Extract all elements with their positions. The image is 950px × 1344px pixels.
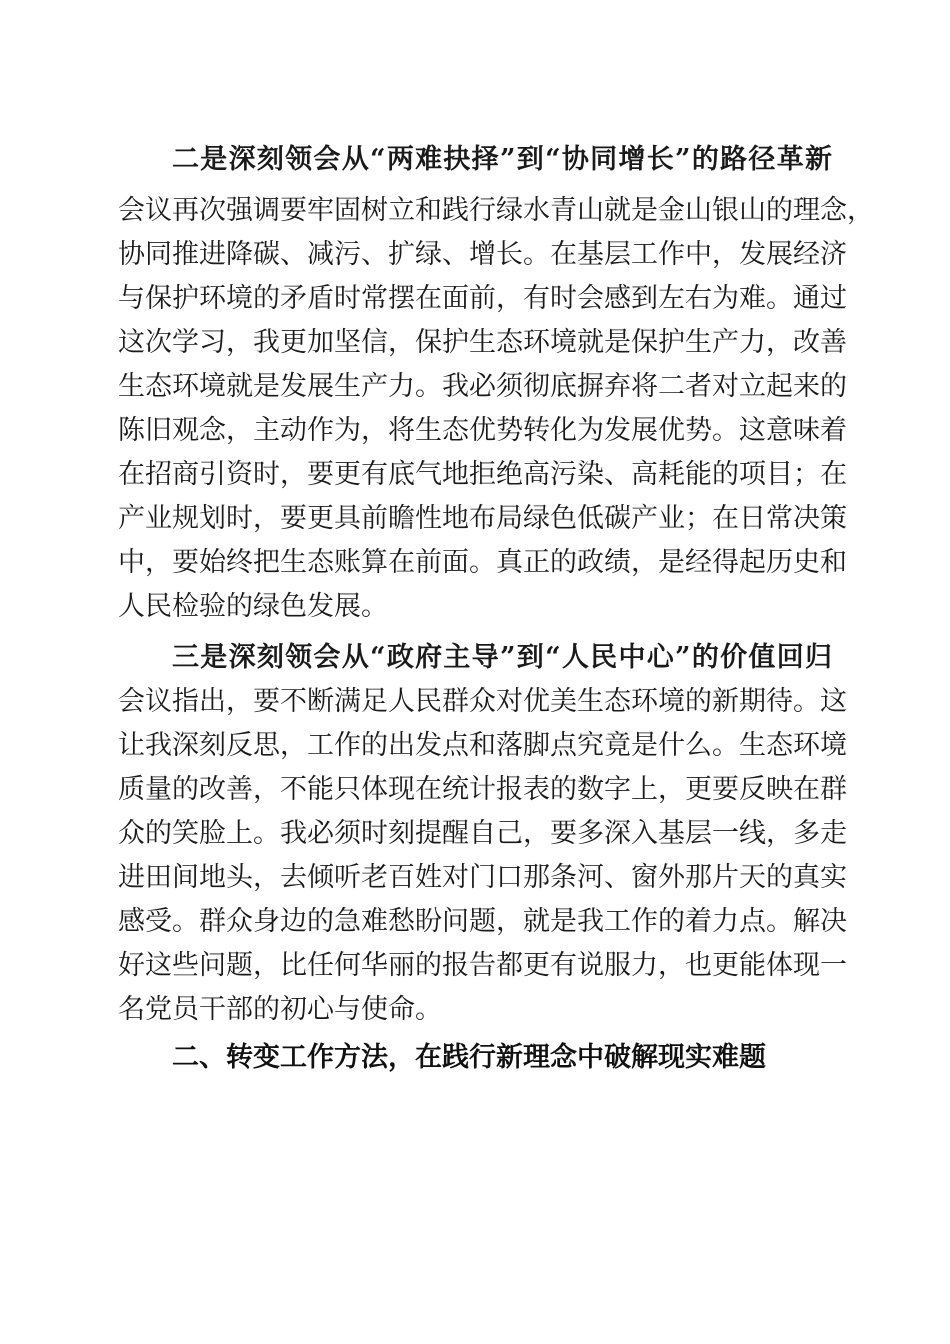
paragraph-1-line-11: 人民检验的绿色发展。 xyxy=(118,591,388,622)
paragraph-1-line-7: 陈旧观念，主动作为，将生态优势转化为发展优势。这意味着 xyxy=(118,415,847,446)
paragraph-2-line-3: 让我深刻反思，工作的出发点和落脚点究竟是什么。生态环境 xyxy=(118,730,847,761)
paragraph-1-line-6: 生态环境就是发展生产力。我必须彻底摒弃将二者对立起来的 xyxy=(118,371,847,402)
paragraph-1-line-3: 协同推进降碳、减污、扩绿、增长。在基层工作中，发展经济 xyxy=(118,239,847,270)
paragraph-2-line-9: 名党员干部的初心与使命。 xyxy=(118,994,442,1025)
paragraph-1-line-9: 产业规划时，要更具前瞻性地布局绿色低碳产业；在日常决策 xyxy=(118,503,847,534)
paragraph-1-line-10: 中，要始终把生态账算在前面。真正的政绩，是经得起历史和 xyxy=(118,547,847,578)
paragraph-2-line-2: 会议指出，要不断满足人民群众对优美生态环境的新期待。这 xyxy=(118,686,847,717)
paragraph-2-line-5: 众的笑脸上。我必须时刻提醒自己，要多深入基层一线，多走 xyxy=(118,818,847,849)
paragraph-1-line-8: 在招商引资时，要更有底气地拒绝高污染、高耗能的项目；在 xyxy=(118,459,847,490)
paragraph-1-line-5: 这次学习，我更加坚信，保护生态环境就是保护生产力，改善 xyxy=(118,327,847,358)
paragraph-1-line-4: 与保护环境的矛盾时常摆在面前，有时会感到左右为难。通过 xyxy=(118,283,847,314)
paragraph-1-line-1: 二是深刻领会从“两难抉择”到“协同增长”的路径革新 xyxy=(172,144,832,175)
section-heading: 二、转变工作方法，在践行新理念中破解现实难题 xyxy=(172,1042,766,1073)
paragraph-2-line-8: 好这些问题，比任何华丽的报告都更有说服力，也更能体现一 xyxy=(118,950,847,981)
paragraph-2-line-7: 感受。群众身边的急难愁盼问题，就是我工作的着力点。解决 xyxy=(118,906,847,937)
paragraph-2-line-4: 质量的改善，不能只体现在统计报表的数字上，更要反映在群 xyxy=(118,774,847,805)
paragraph-2-line-6: 进田间地头，去倾听老百姓对门口那条河、窗外那片天的真实 xyxy=(118,862,847,893)
paragraph-2-line-1: 三是深刻领会从“政府主导”到“人民中心”的价值回归 xyxy=(172,642,832,673)
paragraph-1-line-2: 会议再次强调要牢固树立和践行绿水青山就是金山银山的理念， xyxy=(118,195,874,226)
